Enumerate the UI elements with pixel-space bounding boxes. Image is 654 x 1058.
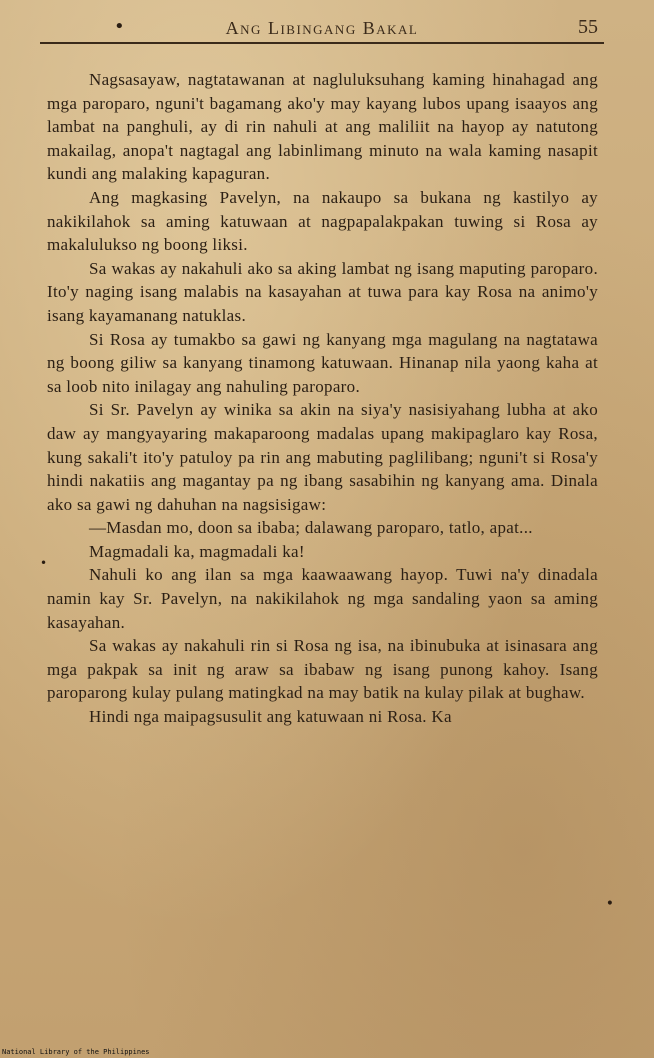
margin-dot-icon: •: [40, 556, 48, 570]
page-number: 55: [578, 16, 598, 38]
paragraph: Sa wakas ay nakahuli rin si Rosa ng isa, na ibinubuka at isinasara ang mga pakpak sa init ng araw sa ibabaw ng isang punong kahoy. Isang paroparong kulay pulang matingkad na may batik na kulay pilak at bughaw.: [47, 636, 598, 703]
ink-dot-icon: •: [114, 16, 125, 37]
footer-credit: National Library of the Philippines: [2, 1048, 150, 1056]
paragraph: Nahuli ko ang ilan sa mga kaawaawang hayop. Tuwi na'y dinadala namin kay Sr. Pavelyn, na nakikilahok ng mga sandaling yaon sa aming kasayahan.: [47, 565, 598, 632]
paragraph: Nagsasayaw, nagtatawanan at nagluluksuhang kaming hinahagad ang mga paroparo, nguni't bagamang ako'y may kayang lubos upang isaayos ang lambat na panghuli, ay di rin nahuli at ang maliliit na hayop ay natutong makailag, anopa't nagtagal ang labinlimang minuto na wala kaming nasapit kundi ang malaking kapaguran.: [47, 70, 598, 184]
paragraph: Ang magkasing Pavelyn, na nakaupo sa bukana ng kastilyo ay nakikilahok sa aming katuwaan at nagpapalakpakan tuwing si Rosa ay makalulukso ng boong liksi.: [47, 187, 598, 255]
paragraph: Magmadali ka, magmadali ka!: [89, 541, 305, 561]
page-header: [40, 14, 604, 44]
paragraph: Hindi nga maipagsusulit ang katuwaan ni Rosa. Ka: [89, 707, 452, 727]
paragraph: Si Rosa ay tumakbo sa gawi ng kanyang mga magulang na nagtatawa ng boong giliw sa kanyang tinamong katuwaan. Hinanap nila yaong kaha at sa loob nito inilagay ang nahuling paroparo.: [47, 329, 598, 396]
body-text: [47, 68, 598, 729]
running-title: Ang Libingang Bakal: [225, 17, 419, 38]
paragraph: Si Sr. Pavelyn ay winika sa akin na siya'y nasisiyahang lubha at ako daw ay mangyayaring makaparoong madalas upang makipaglaro kay Rosa, kung sakali't ito'y patuloy pa rin ang mabuting paglilibang; nguni't si Rosa'y hindi nakatiis ang magantay pa ng ibang sasabihin ng kanyang ama. Dinala ako sa gawi ng dahuhan na nagsisigaw:: [47, 400, 598, 514]
ink-blot-icon: •: [605, 896, 614, 912]
paragraph: —Masdan mo, doon sa ibaba; dalawang paroparo, tatlo, apat...: [89, 518, 533, 538]
paragraph: Sa wakas ay nakahuli ako sa aking lambat ng isang maputing paroparo. Ito'y naging isang malabis na kasayahan at tuwa para kay Rosa na animo'y isang kayamanang natuklas.: [47, 258, 598, 325]
